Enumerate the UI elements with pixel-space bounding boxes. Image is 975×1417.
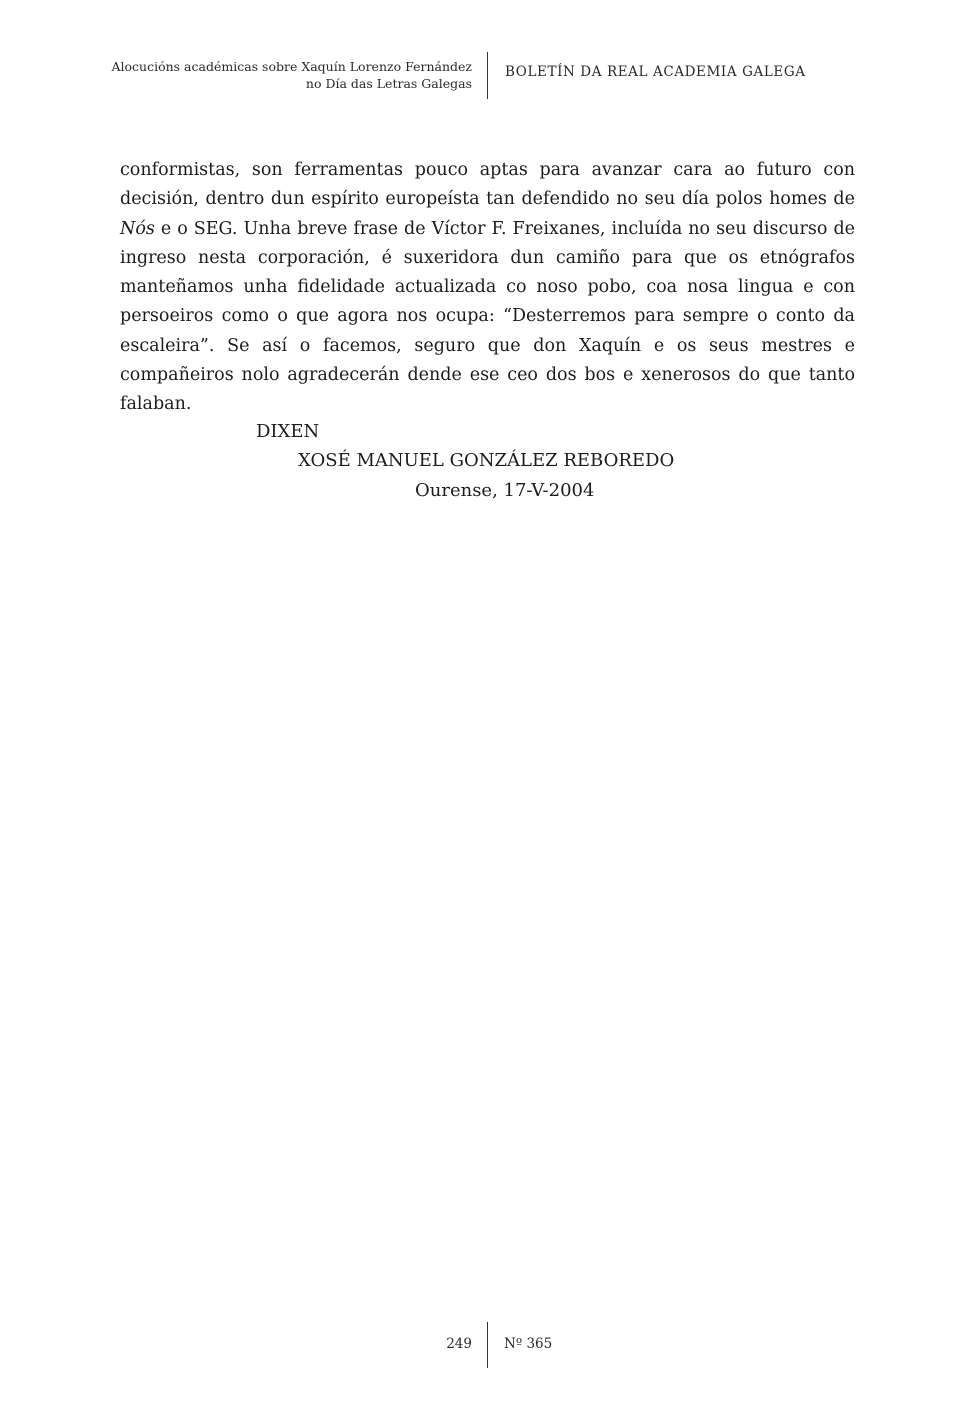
signature-place-date: Ourense, 17-V-2004 [415,480,595,501]
body-text [120,156,855,420]
page-number: 249 [446,1336,472,1352]
issue-number: Nº 365 [504,1336,553,1352]
body-italic-nos: Nós [120,218,155,239]
journal-title: BOLETÍN DA REAL ACADEMIA GALEGA [505,64,806,80]
body-paragraph [120,156,855,420]
running-title-line-2: no Día das Letras Galegas [305,76,472,91]
running-title-line-1: Alocucións académicas sobre Xaquín Lorenzo Fernández [111,59,472,74]
footer-divider [487,1322,488,1368]
header-divider [487,52,488,99]
running-title [111,58,472,92]
page-footer [0,1320,975,1380]
signature-author-name: XOSÉ MANUEL GONZÁLEZ REBOREDO [298,450,675,471]
page-header [0,0,975,110]
body-text-part-1: conformistas, son ferramentas pouco aptas para avanzar cara ao futuro con decisión, dentro dun espírito europeísta tan defendido no seu día polos homes de [120,160,855,210]
signature-dixen: DIXEN [256,421,320,442]
body-text-part-2: e o SEG. Unha breve frase de Víctor F. Freixanes, incluída no seu discurso de ingreso nesta corporación, é suxeridora dun camiño para que os etnógrafos manteñamos unha fidelidade actualizada co noso pobo, coa nosa lingua e con persoeiros como o que agora nos ocupa: “Desterremos para sempre o conto da escaleira”. Se así o facemos, seguro que don Xaquín e os seus mestres e compañeiros nolo agradecerán dende ese ceo dos bos e xenerosos do que tanto falaban. [120,218,855,415]
